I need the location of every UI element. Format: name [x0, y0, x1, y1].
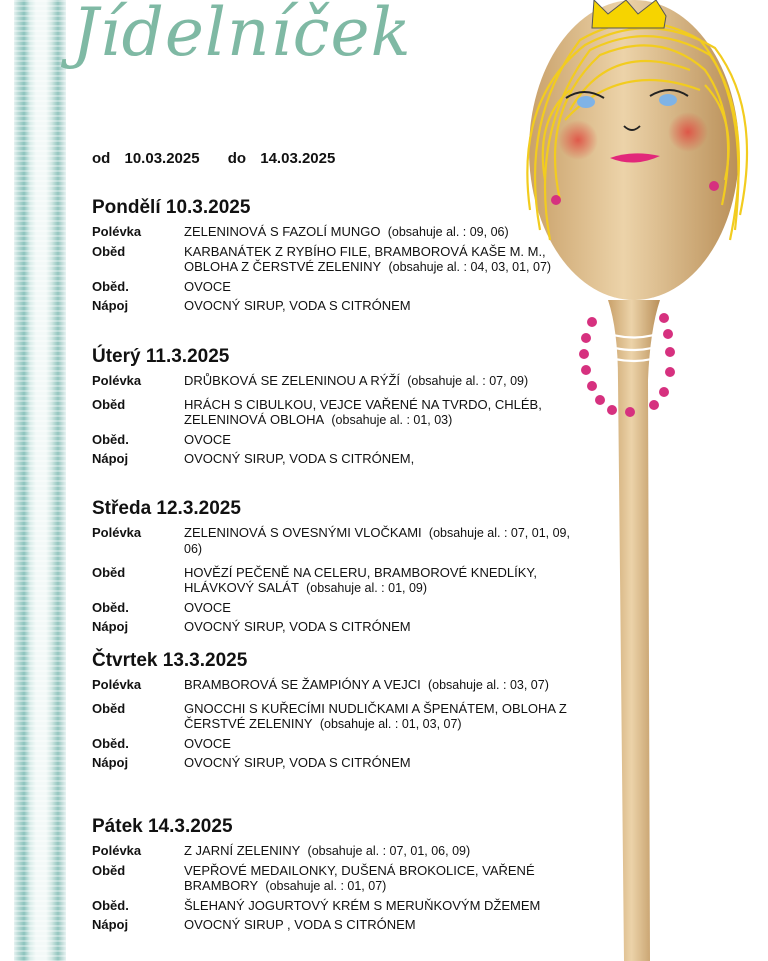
- item-label: Polévka: [92, 525, 142, 540]
- item-text: HOVĚZÍ PEČENĚ NA CELERU, BRAMBOROVÉ KNEDLÍKY, HLÁVKOVÝ SALÁT: [184, 565, 538, 595]
- item-text: Z JARNÍ ZELENINY: [184, 843, 301, 858]
- item-text: OVOCNÝ SIRUP, VODA S CITRÓNEM: [184, 298, 411, 313]
- item-label: Oběd: [92, 397, 126, 412]
- item-allergens: (obsahuje al. : 01, 03, 07): [319, 717, 462, 731]
- item-label: Oběd.: [92, 600, 129, 615]
- item-text: ŠLEHANÝ JOGURTOVÝ KRÉM S MERUŇKOVÝM DŽEMEM: [184, 898, 541, 913]
- item-text: DRŮBKOVÁ SE ZELENINOU A RÝŽÍ: [184, 373, 400, 388]
- item-text: OVOCE: [184, 279, 231, 294]
- item-label: Nápoj: [92, 755, 129, 770]
- day-heading: Čtvrtek 13.3.2025: [92, 650, 248, 671]
- item-text: OVOCE: [184, 736, 231, 751]
- item-text: HRÁCH S CIBULKOU, VEJCE VAŘENÉ NA TVRDO, CHLÉB, ZELENINOVÁ OBLOHA: [184, 397, 542, 427]
- period-from-date: 10.03.2025: [124, 150, 200, 167]
- day-heading: Středa 12.3.2025: [92, 498, 241, 519]
- item-label: Oběd.: [92, 736, 129, 751]
- item-label: Oběd: [92, 701, 126, 716]
- item-label: Oběd: [92, 863, 126, 878]
- item-label: Nápoj: [92, 298, 129, 313]
- item-label: Polévka: [92, 677, 142, 692]
- item-label: Oběd: [92, 565, 126, 580]
- item-label: Oběd.: [92, 279, 129, 294]
- item-text: OVOCE: [184, 432, 231, 447]
- item-allergens: (obsahuje al. : 07, 01, 09, 06): [184, 526, 570, 556]
- item-label: Oběd: [92, 244, 126, 259]
- day-heading: Pondělí 10.3.2025: [92, 197, 251, 218]
- item-label: Nápoj: [92, 619, 129, 634]
- item-text: OVOCNÝ SIRUP, VODA S CITRÓNEM: [184, 755, 411, 770]
- item-label: Oběd.: [92, 898, 129, 913]
- item-label: Nápoj: [92, 451, 129, 466]
- menu-period: [92, 150, 345, 167]
- period-to-label: do: [227, 150, 247, 167]
- item-label: Polévka: [92, 373, 142, 388]
- item-label: Polévka: [92, 843, 142, 858]
- item-text: GNOCCHI S KUŘECÍMI NUDLIČKAMI A ŠPENÁTEM, OBLOHA Z ČERSTVÉ ZELENINY: [184, 701, 567, 731]
- item-allergens: (obsahuje al. : 01, 03): [331, 413, 453, 427]
- item-label: Polévka: [92, 224, 142, 239]
- item-text: OVOCNÝ SIRUP, VODA S CITRÓNEM,: [184, 451, 415, 466]
- item-allergens: (obsahuje al. : 04, 03, 01, 07): [388, 260, 552, 274]
- item-text: VEPŘOVÉ MEDAILONKY, DUŠENÁ BROKOLICE, VAŘENÉ BRAMBORY: [184, 863, 535, 893]
- item-text: ZELENINOVÁ S FAZOLÍ MUNGO: [184, 224, 381, 239]
- item-allergens: (obsahuje al. : 07, 09): [407, 374, 529, 388]
- item-label: Oběd.: [92, 432, 129, 447]
- item-text: OVOCE: [184, 600, 231, 615]
- period-to-date: 14.03.2025: [260, 150, 336, 167]
- item-text: OVOCNÝ SIRUP , VODA S CITRÓNEM: [184, 917, 416, 932]
- spoon-princess-icon: [500, 0, 768, 961]
- item-allergens: (obsahuje al. : 03, 07): [427, 678, 549, 692]
- page-title: Jídelníček: [72, 0, 412, 71]
- item-allergens: (obsahuje al. : 07, 01, 06, 09): [307, 844, 471, 858]
- item-text: KARBANÁTEK Z RYBÍHO FILE, BRAMBOROVÁ KAŠE M. M., OBLOHA Z ČERSTVÉ ZELENINY: [184, 244, 546, 274]
- item-text: ZELENINOVÁ S OVESNÝMI VLOČKAMI: [184, 525, 422, 540]
- day-heading: Pátek 14.3.2025: [92, 816, 233, 837]
- item-allergens: (obsahuje al. : 09, 06): [387, 225, 509, 239]
- item-text: OVOCNÝ SIRUP, VODA S CITRÓNEM: [184, 619, 411, 634]
- item-label: Nápoj: [92, 917, 129, 932]
- period-from-label: od: [92, 150, 111, 167]
- item-allergens: (obsahuje al. : 01, 09): [306, 581, 428, 595]
- ribbon-icon: [14, 0, 66, 961]
- day-heading: Úterý 11.3.2025: [92, 346, 230, 367]
- item-allergens: (obsahuje al. : 01, 07): [265, 879, 387, 893]
- item-text: BRAMBOROVÁ SE ŽAMPIÓNY A VEJCI: [184, 677, 421, 692]
